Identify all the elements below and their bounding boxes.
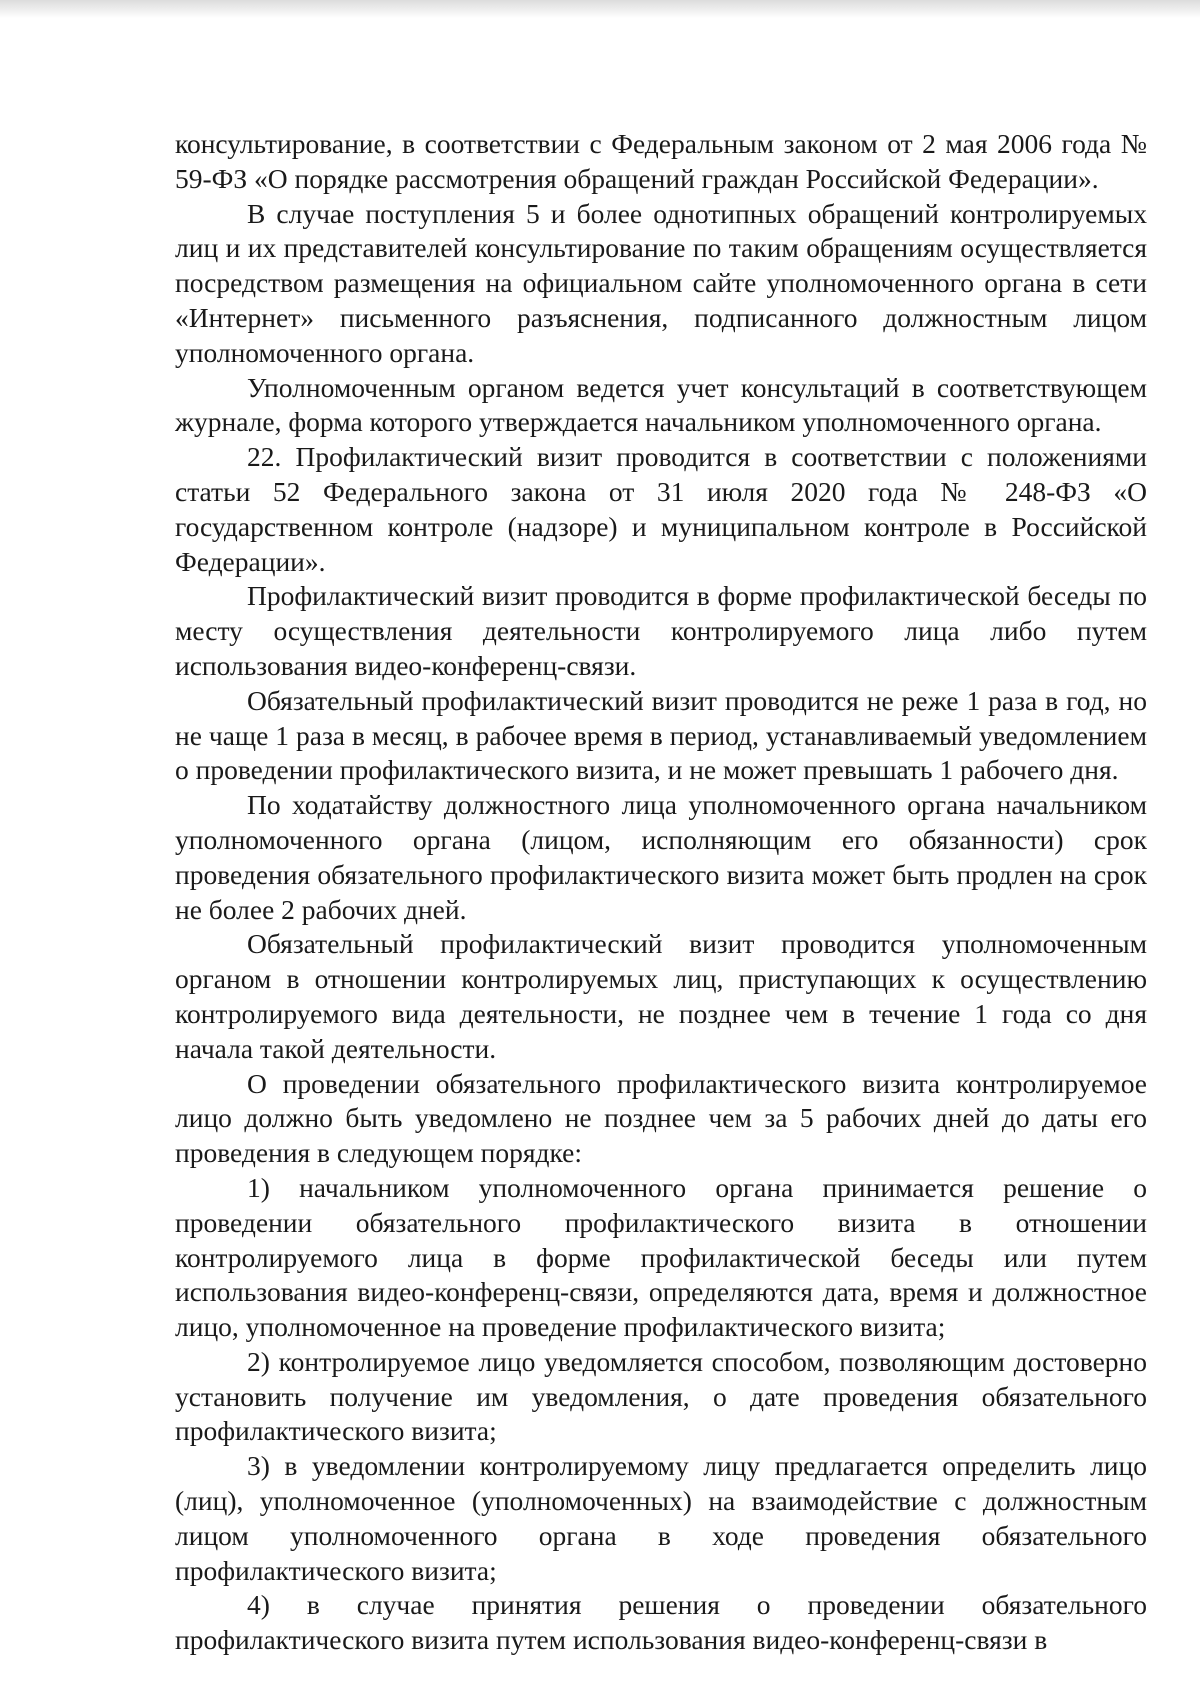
paragraph-item-22: 22. Профилактический визит проводится в соответствии с положениями статьи 52 Федерального закона от 31 июля 2020 года № 248-ФЗ «О государственном контроле (надзоре) и муниципальном контроле в Российской Федерации». [175, 441, 1147, 577]
scan-top-edge [0, 0, 1200, 18]
paragraph-similar-appeals: В случае поступления 5 и более однотипных обращений контролируемых лиц и их представителей консультирование по таким обращениям осуществляется посредством размещения на официальном сайте уполномоченного органа в сети «Интернет» письменного разъяснения, подписанного должностным лицом уполномоченного органа. [175, 197, 1147, 368]
paragraph-visit-form: Профилактический визит проводится в форме профилактической беседы по месту осуществления деятельности контролируемого лица либо путем использования видео-конференц-связи. [175, 580, 1147, 681]
paragraph-visit-extension: По ходатайству должностного лица уполномоченного органа начальником уполномоченного органа (лицом, исполняющим его обязанности) срок проведения обязательного профилактического визита может быть продлен на срок не более 2 рабочих дней. [175, 789, 1147, 925]
paragraph-mandatory-visit-frequency: Обязательный профилактический визит проводится не реже 1 раза в год, но не чаще 1 раза в месяц, в рабочее время в период, устанавливаемый уведомлением о проведении профилактического визита, и не может превышать 1 рабочего дня. [175, 684, 1147, 786]
paragraph-new-activity-visit: Обязательный профилактический визит проводится уполномоченным органом в отношении контролируемых лиц, приступающих к осуществлению контролируемого вида деятельности, не позднее чем в течение 1 года со дня начала такой деятельности. [175, 928, 1147, 1064]
list-item-2: 2) контролируемое лицо уведомляется способом, позволяющим достоверно установить получение им уведомления, о дате проведения обязательного профилактического визита; [175, 1345, 1147, 1447]
document-body [175, 127, 1147, 1658]
paragraph-notification-order: О проведении обязательного профилактического визита контролируемое лицо должно быть уведомлено не позднее чем за 5 рабочих дней до даты его проведения в следующем порядке: [175, 1067, 1147, 1169]
list-item-3: 3) в уведомлении контролируемому лицу предлагается определить лицо (лиц), уполномоченное (уполномоченных) на взаимодействие с должностным лицом уполномоченного органа в ходе проведения обязательного профилактического визита; [175, 1450, 1147, 1586]
list-item-4: 4) в случае принятия решения о проведении обязательного профилактического визита путем использования видео-конференц-связи в [175, 1589, 1147, 1656]
list-item-1: 1) начальником уполномоченного органа принимается решение о проведении обязательного профилактического визита в отношении контролируемого лица в форме профилактической беседы или путем использования видео-конференц-связи, определяются дата, время и должностное лицо, уполномоченное на проведение профилактического визита; [175, 1171, 1147, 1343]
paragraph-consultation-law: консультирование, в соответствии с Федеральным законом от 2 мая 2006 года № 59-ФЗ «О порядке рассмотрения обращений граждан Российской Федерации». [175, 128, 1147, 194]
paragraph-consultation-journal: Уполномоченным органом ведется учет консультаций в соответствующем журнале, форма которого утверждается начальником уполномоченного органа. [175, 371, 1147, 438]
